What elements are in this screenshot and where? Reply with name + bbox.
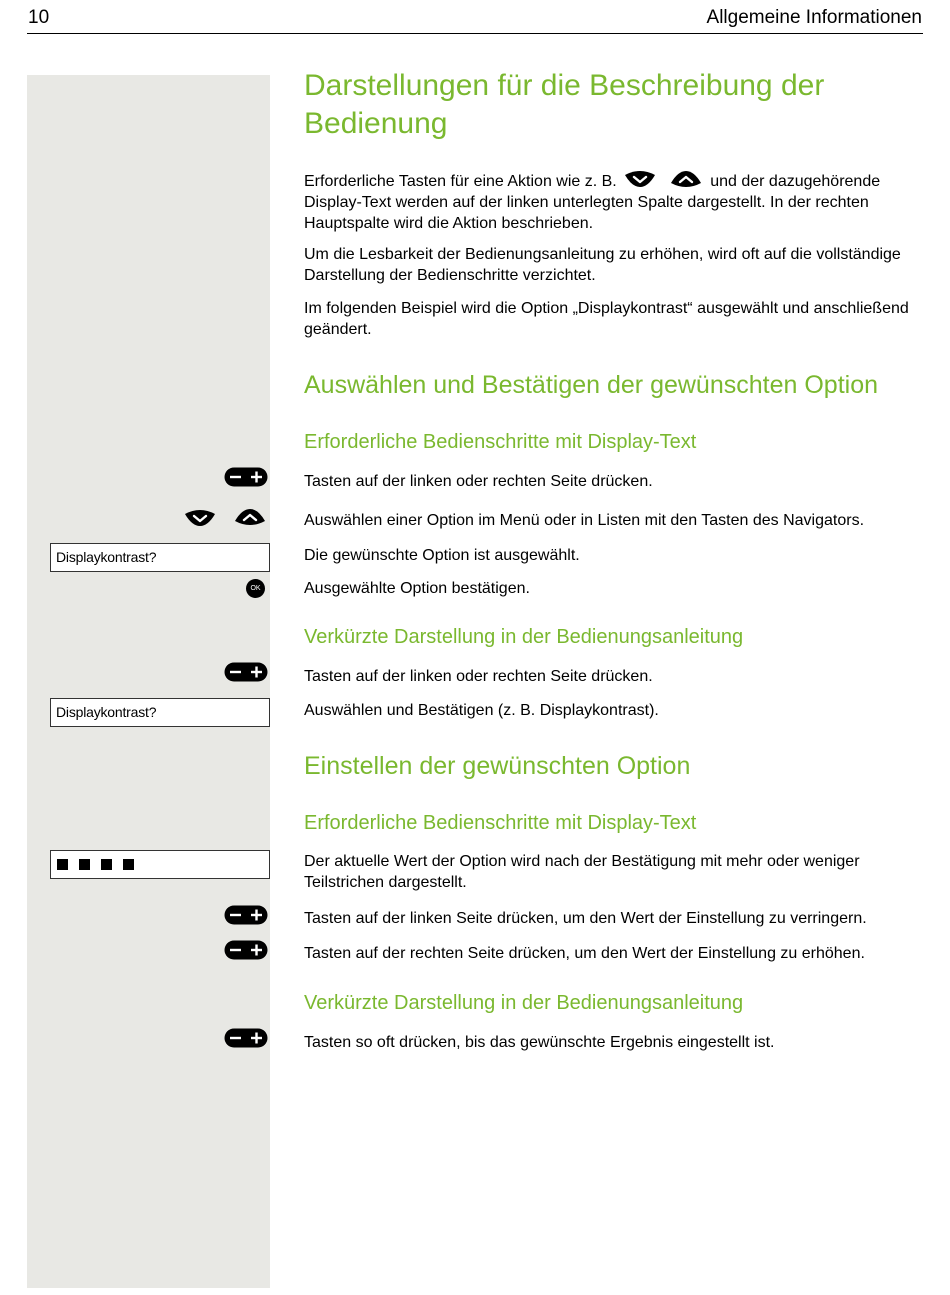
section2-sub1-step3: Tasten auf der rechten Seite drücken, um den Wert der Einstellung zu erhöhen. (304, 945, 865, 962)
section1-sub1-step2: Auswählen einer Option im Menü oder in Listen mit den Tasten des Navigators. (304, 512, 865, 529)
section2-sub2-title: Verkürzte Darstellung in der Bedienungsanleitung (304, 992, 744, 1014)
intro-paragraph-1 (304, 170, 924, 234)
section1-sub1-step3: Die gewünschte Option ist ausgewählt. (304, 547, 580, 564)
plus-minus-key-icon (224, 662, 268, 682)
section1-sub2-step1: Tasten auf der linken oder rechten Seite drücken. (304, 668, 653, 685)
section2-sub1-step2: Tasten auf der linken Seite drücken, um den Wert der Einstellung zu verringern. (304, 910, 867, 927)
section1-sub1-step1: Tasten auf der linken oder rechten Seite drücken. (304, 473, 653, 490)
plus-minus-key-icon (224, 467, 268, 487)
section1-sub1-step4: Ausgewählte Option bestätigen. (304, 580, 530, 597)
section2-sub1-step1: Der aktuelle Wert der Option wird nach der Bestätigung mit mehr oder weniger Teilstrichen dargestellt. (304, 853, 860, 891)
nav-down-icon (184, 509, 216, 527)
level-bar (123, 859, 134, 870)
section1-sub2-step2: Auswählen und Bestätigen (z. B. Displaykontrast). (304, 702, 659, 719)
section1-sub1-title: Erforderliche Bedienschritte mit Display-Text (304, 431, 697, 453)
intro-paragraph-1-end: und der dazugehörende Display-Text werden auf der linken unterlegten Spalte dargestellt. In der rechten Hauptspalte wird die Aktion beschrieben. (304, 173, 881, 232)
section1-title: Auswählen und Bestätigen der gewünschten Option (304, 371, 878, 399)
section1-sub2-title: Verkürzte Darstellung in der Bedienungsanleitung (304, 626, 744, 648)
intro-paragraph-1-start: Erforderliche Tasten für eine Aktion wie z. B. (304, 173, 617, 190)
section2-title: Einstellen der gewünschten Option (304, 752, 691, 780)
nav-up-icon (670, 170, 702, 188)
plus-minus-key-icon (224, 940, 268, 960)
plus-minus-key-icon (224, 905, 268, 925)
page-number: 10 (28, 7, 50, 28)
nav-up-icon (234, 508, 266, 526)
level-bar (79, 859, 90, 870)
plus-minus-key-icon (224, 1028, 268, 1048)
intro-title: Darstellungen für die Beschreibung der Bedienung (304, 69, 825, 140)
level-bar (101, 859, 112, 870)
ok-key-icon: OK (246, 579, 265, 598)
section2-sub1-title: Erforderliche Bedienschritte mit Display-Text (304, 812, 697, 834)
level-bars-display (50, 850, 270, 879)
display-text-box: Displaykontrast? (50, 698, 270, 727)
display-text-box: Displaykontrast? (50, 543, 270, 572)
intro-paragraph-3: Im folgenden Beispiel wird die Option „Displaykontrast“ ausgewählt und anschließend geändert. (304, 300, 909, 338)
level-bar (57, 859, 68, 870)
running-head: Allgemeine Informationen (706, 7, 922, 28)
header-rule (27, 33, 923, 34)
nav-down-icon (624, 170, 656, 188)
level-bars (56, 856, 264, 870)
section2-sub2-step1: Tasten so oft drücken, bis das gewünschte Ergebnis eingestellt ist. (304, 1034, 775, 1051)
intro-paragraph-2: Um die Lesbarkeit der Bedienungsanleitung zu erhöhen, wird oft auf die vollständige Darstellung der Bedienschritte verzichtet. (304, 246, 901, 284)
